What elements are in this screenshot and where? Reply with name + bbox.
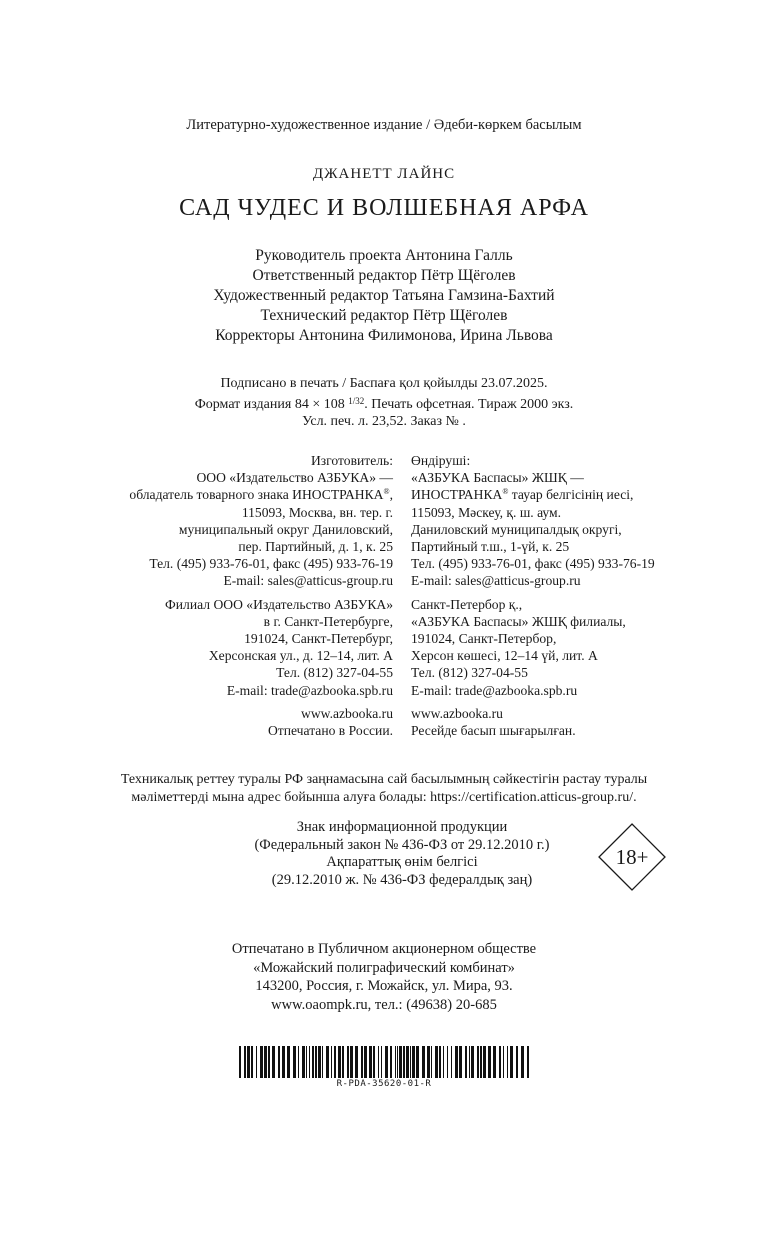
imprint-text: обладатель товарного знака ИНОСТРАНКА xyxy=(129,487,384,503)
imprint-line: ООО «Издательство АЗБУКА» — xyxy=(196,470,393,486)
sign-line: Ақпараттық өнім белгісі xyxy=(326,854,478,870)
imprint-line xyxy=(129,486,393,503)
print-format xyxy=(0,393,768,414)
plant-line: Отпечатано в Публичном акционерном обществе xyxy=(231,941,537,957)
imprint-line: Тел. (812) 327-04-55 xyxy=(276,665,393,681)
format-post: . Печать офсетная. Тираж 2000 экз. xyxy=(364,396,574,412)
imprint-line: E-mail: sales@atticus-group.ru xyxy=(411,573,581,589)
imprint-line: Өндіруші: xyxy=(411,453,471,468)
imprint-line: Отпечатано в России. xyxy=(267,723,393,739)
imprint-line: Тел. (495) 933-76-01, факс (495) 933-76-19 xyxy=(411,556,655,572)
imprint-line: 191024, Санкт-Петербор, xyxy=(411,631,557,647)
imprint-text: тауар белгісінің иесі, xyxy=(508,487,634,503)
tech-line: Техникалық реттеу туралы РФ заңнамасына сай басылымның сәйкестігін растау туралы xyxy=(120,772,648,787)
age-rating-badge xyxy=(597,822,667,892)
imprint-line: E-mail: trade@azbooka.spb.ru xyxy=(226,682,393,698)
imprint-line: Санкт-Петербор қ., xyxy=(411,596,523,612)
format-fraction: 1/32 xyxy=(348,395,365,406)
imprint-line: Херсон көшесі, 12–14 үй, лит. А xyxy=(411,648,598,664)
sign-line: (Федеральный закон № 436-ФЗ от 29.12.2010 г.) xyxy=(254,836,550,853)
imprint-text: ИНОСТРАНКА xyxy=(411,487,503,503)
sign-line: (29.12.2010 ж. № 436-ФЗ федералдық заң) xyxy=(271,871,533,888)
format-pre: Формат издания 84 × 108 xyxy=(194,396,345,412)
imprint-line: Даниловский муниципалдық округі, xyxy=(411,521,622,537)
imprint-text: , xyxy=(389,487,393,503)
info-product-sign-text xyxy=(230,819,574,889)
credit-line: Технический редактор Пётр Щёголев xyxy=(260,307,508,324)
credit-line: Корректоры Антонина Филимонова, Ирина Львова xyxy=(215,327,553,344)
imprint-line: www.azbooka.ru xyxy=(301,705,393,721)
imprint-line xyxy=(411,486,655,503)
credit-line: Ответственный редактор Пётр Щёголев xyxy=(252,267,516,284)
imprint-line: www.azbooka.ru xyxy=(411,705,503,721)
registered-mark: ® xyxy=(383,487,390,497)
imprint-line: «АЗБУКА Баспасы» ЖШҚ — xyxy=(411,470,584,486)
plant-line: 143200, Россия, г. Можайск, ул. Мира, 93. xyxy=(255,978,513,994)
imprint-line: в г. Санкт-Петербурге, xyxy=(263,613,393,629)
tech-regulation-note xyxy=(0,771,768,806)
imprint-line: Тел. (812) 327-04-55 xyxy=(411,665,528,681)
imprint-line: Изготовитель: xyxy=(310,453,393,468)
book-title: САД ЧУДЕС И ВОЛШЕБНАЯ АРФА xyxy=(179,195,589,221)
imprint-right-column xyxy=(411,452,655,739)
print-sheets: Усл. печ. л. 23,52. Заказ № . xyxy=(302,414,466,429)
credit-line: Художественный редактор Татьяна Гамзина-Бахтий xyxy=(213,287,555,304)
imprint-line: 115093, Мәскеу, қ. ш. аум. xyxy=(411,504,562,520)
tech-line: мәліметтерді мына адрес бойынша алуға болады: https://certification.atticus-group.ru/. xyxy=(131,789,637,805)
barcode-icon xyxy=(239,1046,529,1078)
imprint-line: E-mail: trade@azbooka.spb.ru xyxy=(411,682,578,698)
registered-mark: ® xyxy=(502,487,509,497)
imprint-line: 191024, Санкт-Петербург, xyxy=(244,631,393,647)
imprint-line: муниципальный округ Даниловский, xyxy=(178,521,393,537)
imprint-line: Херсонская ул., д. 12–14, лит. А xyxy=(208,648,393,664)
plant-line: «Можайский полиграфический комбинат» xyxy=(253,959,515,976)
imprint-line: Партийный т.ш., 1-үй, к. 25 xyxy=(411,539,570,555)
imprint-line: Тел. (495) 933-76-01, факс (495) 933-76-19 xyxy=(149,556,393,572)
author-name: ДЖАНЕТТ ЛАЙНС xyxy=(312,166,456,182)
age-rating-label: 18+ xyxy=(615,845,649,869)
print-signed: Подписано в печать / Баспаға қол қойылды 23.07.2025. xyxy=(220,376,548,391)
barcode-label: R-PDA-35620-01-R xyxy=(336,1079,432,1089)
imprint-line: пер. Партийный, д. 1, к. 25 xyxy=(238,539,393,555)
series-label: Литературно-художественное издание / Әдеби-көркем басылым xyxy=(186,117,582,133)
printing-plant-info xyxy=(0,940,768,1014)
plant-line: www.oaompk.ru, тел.: (49638) 20-685 xyxy=(271,996,497,1013)
imprint-line: E-mail: sales@atticus-group.ru xyxy=(223,573,393,589)
imprint-line: Ресейде басып шығарылған. xyxy=(411,723,576,739)
imprint-line: «АЗБУКА Баспасы» ЖШҚ филиалы, xyxy=(411,613,626,629)
sign-line: Знак информационной продукции xyxy=(296,819,508,835)
imprint-line: Филиал ООО «Издательство АЗБУКА» xyxy=(165,596,393,612)
credit-line: Руководитель проекта Антонина Галль xyxy=(255,247,513,264)
print-info xyxy=(0,375,768,431)
imprint-line: 115093, Москва, вн. тер. г. xyxy=(241,504,393,520)
credits-block xyxy=(0,246,768,346)
imprint-left-column xyxy=(129,452,393,739)
